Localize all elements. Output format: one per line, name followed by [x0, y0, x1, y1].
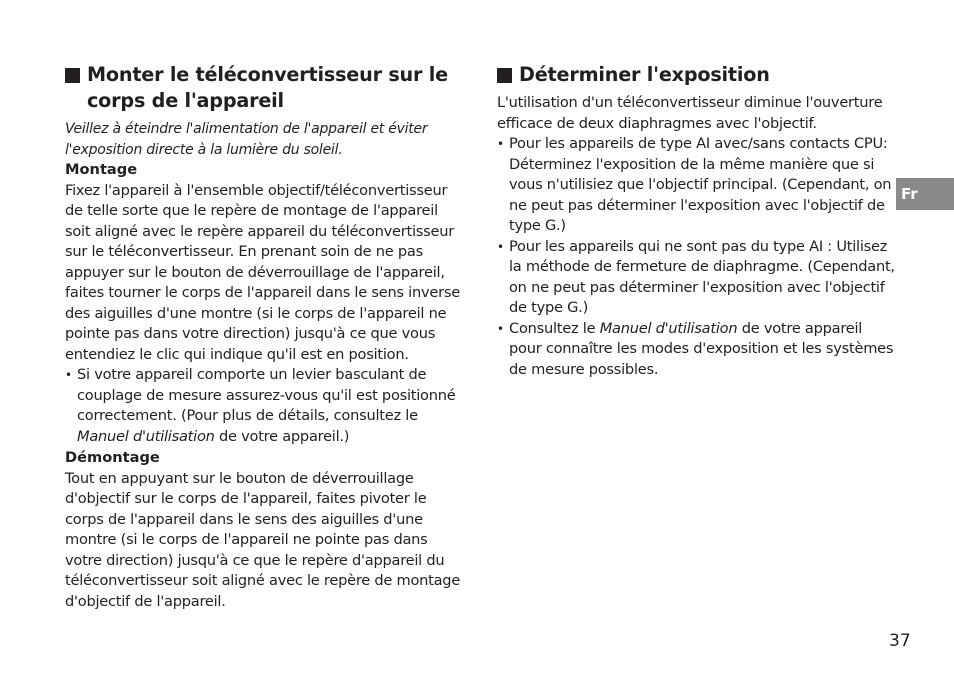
page-number: 37 [889, 631, 911, 651]
right-column [497, 62, 897, 380]
manual-reference: Manuel d'utilisation [77, 427, 215, 445]
square-bullet-icon [497, 68, 512, 83]
bullet-dot-icon: • [65, 368, 72, 382]
language-tab: Fr [896, 178, 954, 210]
left-column [65, 62, 465, 612]
caution-note: Veillez à éteindre l'alimentation de l'appareil et éviter l'exposition directe à la lumière du soleil. [65, 121, 428, 158]
bullet-text: Pour les appareils de type AI avec/sans contacts CPU: Déterminez l'exposition de la même manière que si vous n'utilisiez que l'objectif principal. (Cependant, on ne peut pas déterminer l'exposition avec l'objectif de type G.) [509, 135, 892, 234]
demontage-subheading: Démontage [65, 449, 160, 466]
heading-line-1: Monter le téléconvertisseur sur le [87, 63, 448, 86]
bullet-text: Si votre appareil comporte un levier basculant de couplage de mesure assurez-vous qu'il est positionné correctement. (Pour plus de détails, consultez le [77, 366, 456, 424]
bullet-text: Consultez le [509, 319, 600, 337]
heading-text: Déterminer l'exposition [519, 63, 770, 86]
bullet-text: Pour les appareils qui ne sont pas du type AI : Utilisez la méthode de fermeture de diaphragme. (Cependant, on ne peut pas déterminer l'exposition avec l'objectif de type G.) [509, 237, 895, 316]
montage-bullet [65, 365, 465, 447]
manual-reference: Manuel d'utilisation [599, 319, 738, 337]
montage-subheading: Montage [65, 161, 138, 178]
bullet-dot-icon: • [497, 137, 504, 151]
exposure-bullet-2 [497, 237, 897, 319]
exposure-intro: L'utilisation d'un téléconvertisseur diminue l'ouverture efficace de deux diaphragmes avec l'objectif. [497, 94, 883, 132]
square-bullet-icon [65, 68, 80, 83]
exposure-bullet-3 [497, 319, 897, 381]
bullet-text-end: de votre appareil pour connaître les modes d'exposition et les systèmes de mesure possibles. [509, 319, 894, 378]
bullet-dot-icon: • [497, 239, 504, 254]
demontage-paragraph: Tout en appuyant sur le bouton de déverrouillage d'objectif sur le corps de l'appareil, faites pivoter le corps de l'appareil dans le sens des aiguilles d'une montre (si le corps de l'appareil ne pointe pas dans votre direction) jusqu'à ce que le repère d'appareil du téléconvertisseur soit aligné avec le repère de montage d'objectif de l'appareil. [65, 469, 461, 610]
section-heading-exposure [497, 62, 897, 88]
bullet-dot-icon: • [497, 321, 504, 336]
section-heading-mounting [65, 62, 465, 114]
bullet-text-end: de votre appareil.) [214, 427, 350, 445]
exposure-bullet-1 [497, 134, 897, 237]
heading-line-2: corps de l'appareil [87, 89, 284, 112]
montage-paragraph: Fixez l'appareil à l'ensemble objectif/téléconvertisseur de telle sorte que le repère de montage de l'appareil soit aligné avec le repère appareil du téléconvertisseur sur le téléconvertisseur. En prenant soin de ne pas appuyer sur le bouton de déverrouillage de l'appareil, faites tourner le corps de l'appareil dans le sens inverse des aiguilles d'une montre (si le corps de l'appareil ne pointe pas dans votre direction) jusqu'à ce que vous entendiez le clic qui indique qu'il est en position. [65, 181, 460, 363]
